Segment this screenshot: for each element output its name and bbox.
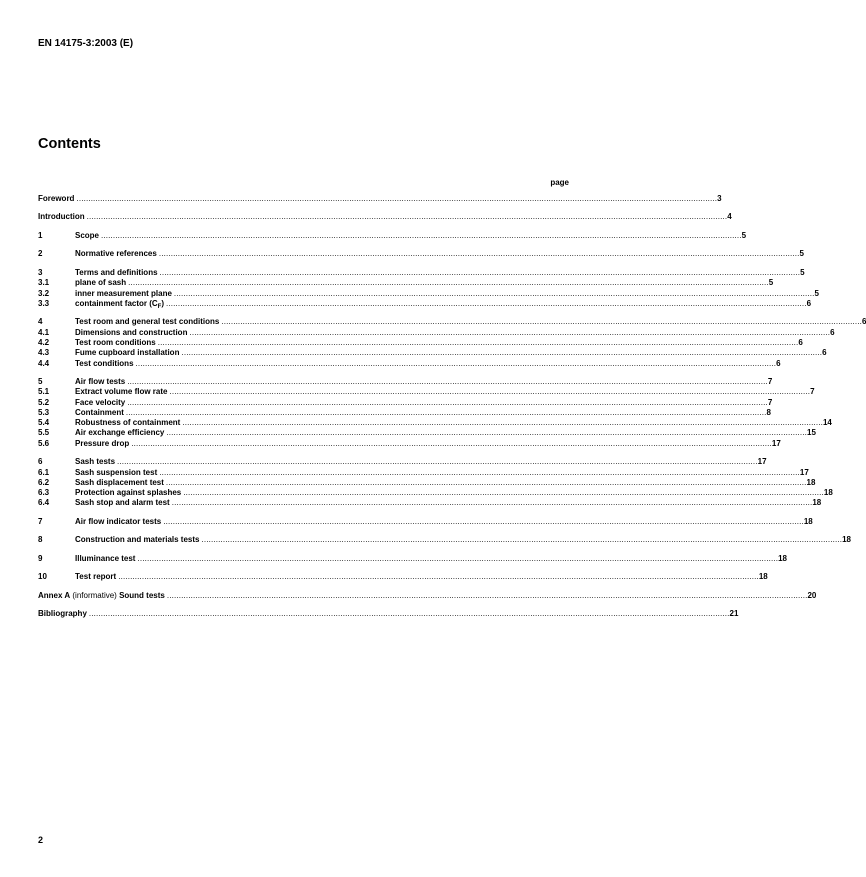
toc-entry-number: 5.4	[38, 418, 50, 428]
toc-entry-page: 7	[810, 387, 815, 397]
toc-entry-label: Test conditions	[75, 358, 134, 368]
toc-entry-inner-measurement-plane[interactable]	[38, 288, 819, 299]
document-id: EN 14175-3:2003 (E)	[38, 38, 134, 49]
dot-leader: ..............................................................................................................................................................................................................................................................................	[135, 358, 777, 368]
toc-entry-label: Sash suspension test	[75, 467, 158, 477]
dot-leader: ..............................................................................................................................................................................................................................................................................	[158, 249, 800, 259]
toc-entry-number: 5	[38, 376, 43, 386]
toc-entry-number: 5.6	[38, 438, 50, 448]
toc-entry-label: Fume cupboard installation	[75, 348, 180, 358]
toc-entry-number: 3.3	[38, 298, 50, 308]
toc-entry-page: 5	[768, 278, 774, 288]
toc-entry-label: Sash displacement test	[75, 477, 164, 487]
toc-entry-label: Sash tests	[75, 457, 116, 467]
toc-entry-number: 6.3	[38, 488, 50, 498]
toc-entry-page: 7	[767, 397, 773, 407]
toc-entry-label: Robustness of containment	[75, 418, 181, 428]
dot-leader: ..............................................................................................................................................................................................................................................................................	[127, 376, 768, 386]
toc-entry-page: 7	[767, 376, 773, 386]
dot-leader: ..............................................................................................................................................................................................................................................................................	[173, 288, 815, 298]
toc-entry-number: 10	[38, 572, 47, 582]
toc-entry-number: 5.2	[38, 397, 50, 407]
toc-entry-label: Introduction	[38, 212, 85, 222]
dot-leader: ..............................................................................................................................................................................................................................................................................	[157, 337, 799, 347]
toc-entry-number: 3.1	[38, 278, 50, 288]
toc-entry-number: 3.2	[38, 288, 50, 298]
toc-entry-robustness-of-containment[interactable]	[38, 418, 832, 428]
dot-leader: ..............................................................................................................................................................................................................................................................................	[163, 516, 804, 526]
dot-leader: ..............................................................................................................................................................................................................................................................................	[166, 298, 807, 308]
toc-entry-test-room[interactable]	[38, 317, 866, 327]
toc-entry-label-tail: Sound tests	[119, 590, 165, 600]
dot-leader: ..............................................................................................................................................................................................................................................................................	[159, 267, 801, 277]
toc-entry-page: 6	[806, 298, 812, 308]
toc-entry-page: 15	[807, 428, 816, 438]
toc-entry-test-report[interactable]	[38, 572, 768, 582]
toc-entry-air-flow-indicator-tests[interactable]	[38, 516, 813, 527]
toc-entry-label-text: Annex A	[38, 590, 71, 600]
dot-leader: ..............................................................................................................................................................................................................................................................................	[165, 477, 807, 487]
page-column-label: page	[550, 178, 569, 187]
toc-entry-page: 17	[799, 467, 809, 477]
dot-leader: ..............................................................................................................................................................................................................................................................................	[128, 278, 769, 288]
dot-leader: ..............................................................................................................................................................................................................................................................................	[169, 387, 811, 397]
toc-entry-number: 8	[38, 535, 43, 545]
dot-leader: ..............................................................................................................................................................................................................................................................................	[117, 457, 758, 467]
toc-entry-label: Illuminance test	[75, 553, 136, 563]
toc-entry-page: 21	[729, 609, 739, 619]
toc-entry-page: 5	[799, 249, 804, 259]
toc-entry-number: 6.4	[38, 498, 50, 508]
toc-entry-page: 6	[830, 327, 835, 337]
dot-leader: ..............................................................................................................................................................................................................................................................................	[118, 572, 759, 582]
dot-leader: ..............................................................................................................................................................................................................................................................................	[181, 348, 823, 358]
toc-entry-label: Construction and materials tests	[75, 535, 200, 545]
toc-entry-page: 18	[778, 553, 787, 563]
toc-entry-foreword[interactable]	[38, 194, 722, 204]
toc-entry-page: 3	[717, 194, 722, 203]
toc-entry-number: 6.2	[38, 477, 50, 487]
toc-entry-construction-and-materials-tests[interactable]	[38, 535, 852, 545]
toc-entry-number: 5.3	[38, 407, 50, 417]
toc-entry-label: inner measurement plane	[75, 288, 172, 298]
dot-leader: ..............................................................................................................................................................................................................................................................................	[182, 418, 823, 428]
dot-leader: ..............................................................................................................................................................................................................................................................................	[171, 498, 813, 508]
toc-entry-extract-volume-flow-rate[interactable]	[38, 387, 815, 397]
toc-entry-air-flow-tests[interactable]	[38, 376, 773, 387]
toc-entry-page: 6	[861, 317, 866, 327]
toc-entry-page: 5	[741, 230, 747, 240]
toc-entry-label: Pressure drop	[75, 438, 130, 448]
toc-entry-label-normative: (informative)	[70, 590, 120, 600]
toc-entry-number: 4.1	[38, 327, 50, 337]
toc-entry-test-room-conditions[interactable]	[38, 337, 803, 348]
toc-entry-page: 5	[814, 288, 819, 298]
toc-entry-number: 5.1	[38, 387, 50, 397]
toc-entry-plane-of-sash[interactable]	[38, 278, 774, 288]
toc-entry-sash-suspension-test[interactable]	[38, 467, 809, 478]
toc-entry-page: 18	[758, 572, 768, 582]
dot-leader: ..............................................................................................................................................................................................................................................................................	[159, 467, 800, 477]
toc-entry-label-text: containment factor (C	[75, 298, 158, 308]
toc-entry-page: 14	[822, 418, 832, 428]
dot-leader: ..............................................................................................................................................................................................................................................................................	[131, 438, 772, 448]
dot-leader: ..............................................................................................................................................................................................................................................................................	[166, 428, 807, 438]
toc-entry-dimensions[interactable]	[38, 327, 835, 338]
table-of-contents	[38, 194, 866, 620]
toc-entry-number: 3	[38, 267, 43, 277]
toc-entry-air-exchange-efficiency[interactable]	[38, 428, 816, 438]
toc-entry-number: 4.4	[38, 358, 50, 368]
toc-entry-label	[75, 299, 164, 309]
toc-entry-scope[interactable]	[38, 230, 747, 241]
toc-entry-label: Air flow indicator tests	[75, 516, 162, 526]
toc-entry-pressure-drop[interactable]	[38, 438, 781, 449]
dot-leader: ..............................................................................................................................................................................................................................................................................	[86, 212, 728, 222]
toc-entry-label-tail: )	[161, 298, 165, 308]
toc-entry-label: Test room and general test conditions	[75, 317, 220, 327]
toc-entry-label: Normative references	[75, 249, 157, 259]
toc-entry-introduction[interactable]	[38, 212, 732, 222]
toc-entry-label: Terms and definitions	[75, 267, 158, 277]
toc-entry-normative-references[interactable]	[38, 249, 804, 259]
dot-leader: ..............................................................................................................................................................................................................................................................................	[189, 327, 831, 337]
toc-entry-page: 4	[727, 212, 732, 222]
toc-entry-number: 6.1	[38, 467, 50, 477]
toc-entry-number: 6	[38, 457, 43, 467]
toc-entry-page: 17	[757, 457, 767, 467]
toc-entry-page: 5	[800, 267, 805, 277]
toc-entry-number: 4.3	[38, 348, 50, 358]
toc-entry-label: Test report	[75, 572, 117, 582]
dot-leader: ..............................................................................................................................................................................................................................................................................	[101, 230, 742, 240]
toc-entry-illuminance-test[interactable]	[38, 553, 787, 564]
toc-entry-sash-displacement-test[interactable]	[38, 477, 816, 488]
toc-entry-sash-tests[interactable]	[38, 457, 767, 467]
dot-leader: ..............................................................................................................................................................................................................................................................................	[221, 317, 862, 327]
dot-leader: ..............................................................................................................................................................................................................................................................................	[166, 590, 808, 600]
dot-leader: ..............................................................................................................................................................................................................................................................................	[88, 609, 730, 619]
dot-leader: ..............................................................................................................................................................................................................................................................................	[201, 535, 843, 545]
toc-entry-label: Foreword	[38, 194, 75, 203]
toc-entry-bibliography[interactable]	[38, 609, 739, 619]
toc-entry-face-velocity[interactable]	[38, 397, 773, 408]
toc-entry-number: 5.5	[38, 428, 50, 438]
toc-entry-label: plane of sash	[75, 278, 127, 288]
toc-entry-label-subscript: F	[157, 303, 162, 310]
toc-entry-label	[38, 591, 165, 601]
toc-entry-number: 7	[38, 516, 43, 526]
toc-entry-page: 18	[806, 477, 816, 487]
toc-entry-page: 6	[776, 358, 781, 368]
toc-entry-containment[interactable]	[38, 407, 771, 418]
toc-entry-annex-a[interactable]	[38, 590, 817, 601]
toc-entry-label: Face velocity	[75, 397, 126, 407]
page-number: 2	[38, 835, 44, 845]
dot-leader: ..............................................................................................................................................................................................................................................................................	[183, 488, 824, 498]
toc-entry-protection-against-splashes[interactable]	[38, 488, 833, 498]
toc-entry-label: Test room conditions	[75, 337, 156, 347]
toc-entry-label: Air flow tests	[75, 376, 126, 386]
page-title: Contents	[38, 136, 101, 152]
toc-entry-number: 4.2	[38, 337, 50, 347]
dot-leader: ..............................................................................................................................................................................................................................................................................	[127, 397, 768, 407]
dot-leader: ..............................................................................................................................................................................................................................................................................	[76, 194, 718, 203]
toc-entry-number: 1	[38, 230, 43, 240]
toc-entry-fume-cupboard-installation[interactable]	[38, 348, 827, 358]
toc-entry-label: Air exchange efficiency	[75, 428, 165, 438]
toc-entry-page: 17	[771, 438, 781, 448]
toc-entry-page: 20	[807, 590, 817, 600]
toc-entry-page: 18	[812, 498, 822, 508]
toc-entry-label: Containment	[75, 407, 124, 417]
toc-entry-label: Sash stop and alarm test	[75, 498, 170, 508]
toc-entry-number: 9	[38, 553, 43, 563]
toc-entry-page: 18	[803, 516, 813, 526]
toc-entry-number: 2	[38, 249, 43, 259]
toc-entry-label: Bibliography	[38, 609, 87, 619]
toc-entry-label: Protection against splashes	[75, 488, 182, 498]
dot-leader: ..............................................................................................................................................................................................................................................................................	[137, 553, 779, 563]
toc-entry-sash-stop-and-alarm-test[interactable]	[38, 498, 822, 508]
toc-entry-page: 8	[766, 407, 771, 417]
toc-entry-terms-and-definitions[interactable]	[38, 267, 805, 278]
dot-leader: ..............................................................................................................................................................................................................................................................................	[125, 407, 767, 417]
toc-entry-label: Scope	[75, 230, 100, 240]
toc-entry-number: 4	[38, 317, 43, 327]
toc-entry-test-conditions[interactable]	[38, 358, 781, 369]
toc-entry-page: 18	[842, 535, 852, 545]
toc-entry-page: 6	[822, 348, 827, 358]
toc-entry-page: 6	[798, 337, 803, 347]
toc-entry-containment-factor[interactable]	[38, 298, 812, 310]
toc-entry-label: Extract volume flow rate	[75, 387, 168, 397]
toc-entry-label: Dimensions and construction	[75, 327, 188, 337]
toc-entry-page: 18	[823, 488, 833, 498]
